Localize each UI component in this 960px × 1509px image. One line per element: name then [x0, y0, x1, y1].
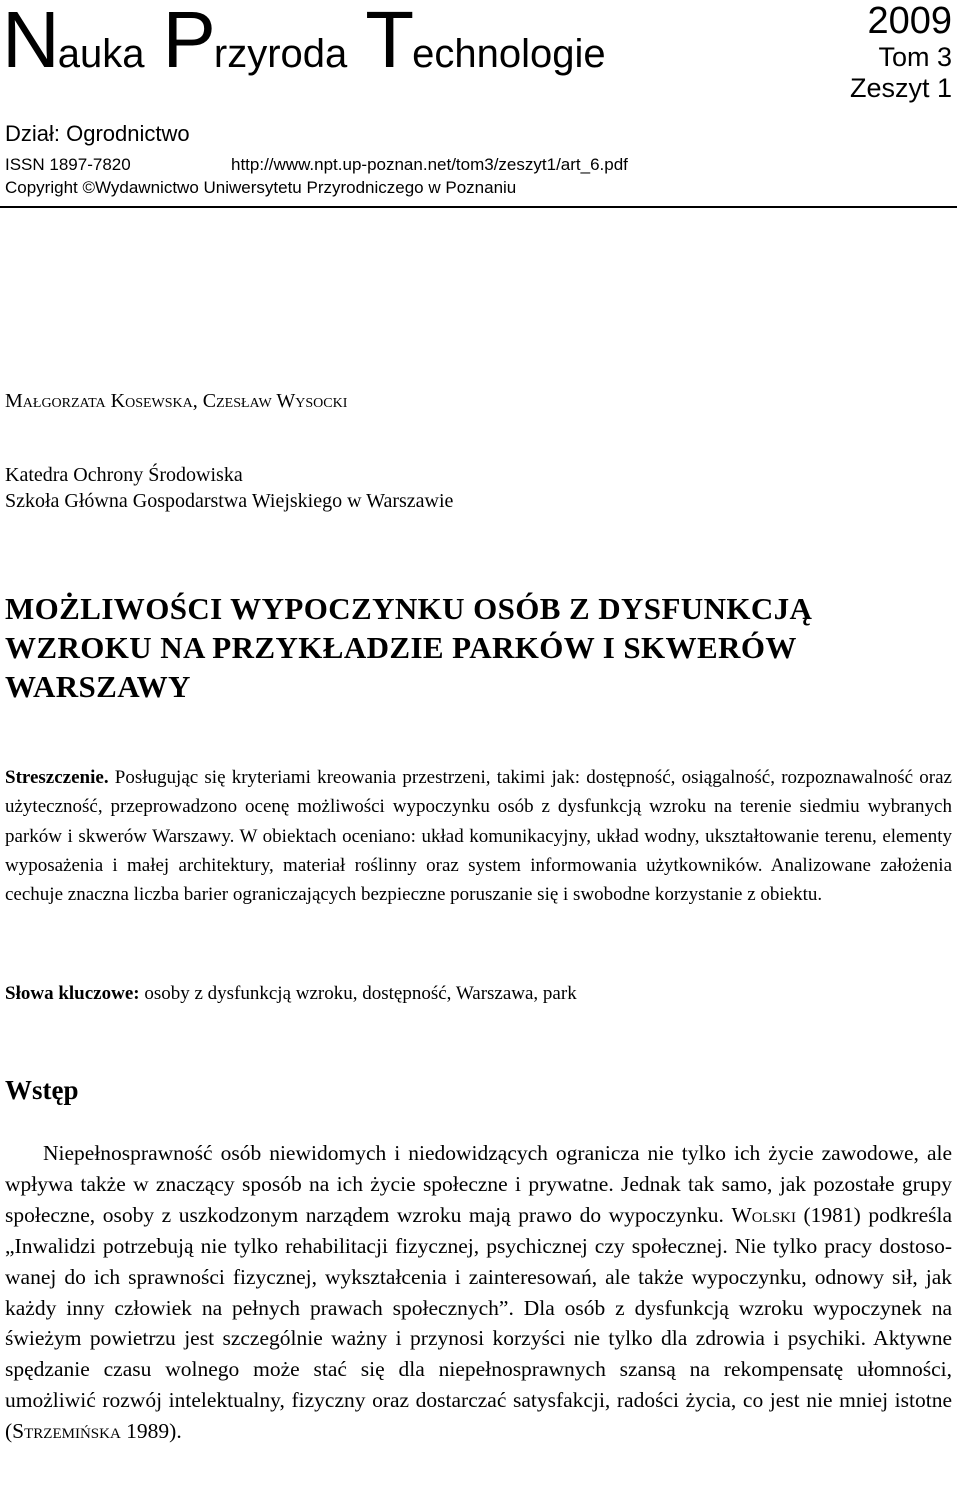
body-text-part: Niepełnosprawność osób niewidomych i niedowidzących ogranicza nie tylko ich życie zawodowe, ale wpływa także w znaczący sposób na ich życie społeczne i prywatne. Jednak tak samo, jak pozostałe grupy społeczne, osoby z uszkodzonym narządem wzroku mają prawo do wypoczynku. [5, 1141, 952, 1227]
issn: ISSN 1897-7820 [5, 155, 131, 174]
issue-info [850, 0, 952, 104]
article-title: MOŻLIWOŚCI WYPOCZYNKU OSÓB Z DYSFUNKCJĄ WZROKU NA PRZYKŁADZIE PARKÓW I SKWERÓW WARSZAWY [5, 591, 813, 704]
body-text-part: 1989). [120, 1419, 182, 1444]
body-text-part: (1981) podkreśla „Inwalidzi potrzebują nie tylko rehabilitacji fizycznej, psychicznej czy społecznej. Nie tylko pracy dostosowanej do ich sprawności fizycznej, wykształcenia i zainteresowań, ale także wypoczynku, odnowy sił, jak każdy inny człowiek na pełnych prawach społecznych”. Dla osób z dysfunkcją wzroku wypoczynek na świeżym powietrzu jest szczególnie ważny i przynosi korzyści nie tylko dla zdrowia i psychiki. Aktywne spędzanie czasu wolnego może stać się dla niepełnosprawnych szansą na rekompensatę ułomności, umożliwić rozwój intelektualny, fizyczny oraz dostarczać satysfakcji, radości życia, co jest nie mniej istotne ( [5, 1202, 953, 1444]
copyright: Copyright ©Wydawnictwo Uniwersytetu Przyrodniczego w Poznaniu [5, 178, 517, 197]
journal-title-word-2: Przyroda [162, 0, 348, 84]
journal-title-word-3: Technologie [365, 0, 606, 84]
section-heading: Wstęp [5, 1075, 79, 1105]
header-divider [0, 206, 957, 208]
abstract-text: Posługując się kryteriami kreowania przestrzeni, takimi jak: dostępność, osiągalność, rozpoznawalność oraz użyteczność, przeprowadzono ocenę możliwości wypoczynku osób z dysfunkcją wzroku na terenie siedmiu wybranych parków i skwerów Warszawy. W obiektach oceniano: układ komunikacyjny, układ wodny, ukształtowanie terenu, elementy wyposażenia i małej architektury, materiał roślinny oraz system informowania użytkowników. Analizowane założenia cechuje znaczna liczba barier ograniczających bezpieczne poruszanie się i swobodne korzystanie z obiektu. [5, 767, 952, 906]
abstract [5, 763, 952, 909]
issue-volume: Tom 3 [878, 42, 952, 72]
journal-section: Dział: Ogrodnictwo [5, 121, 190, 146]
affiliation-university: Szkoła Główna Gospodarstwa Wiejskiego w Warszawie [5, 490, 454, 512]
affiliation-department: Katedra Ochrony Środowiska [5, 464, 243, 486]
affiliation [5, 462, 453, 514]
journal-title-word-1: Nauka [2, 0, 145, 84]
abstract-label: Streszczenie. [5, 767, 109, 788]
citation-author: Wolski [731, 1202, 796, 1227]
issue-number: Zeszyt 1 [849, 73, 952, 103]
keywords-text: osoby z dysfunkcją wzroku, dostępność, Warszawa, park [144, 983, 577, 1004]
citation-author: Strzemińska [12, 1419, 121, 1444]
article-url: http://www.npt.up-poznan.net/tom3/zeszyt1/art_6.pdf [231, 155, 628, 174]
issue-year: 2009 [867, 0, 952, 42]
journal-title [2, 0, 606, 84]
authors: Małgorzata Kosewska, Czesław Wysocki [5, 390, 348, 412]
body-paragraph [5, 1138, 952, 1447]
keywords-label: Słowa kluczowe: [5, 983, 140, 1004]
keywords [5, 979, 952, 1008]
